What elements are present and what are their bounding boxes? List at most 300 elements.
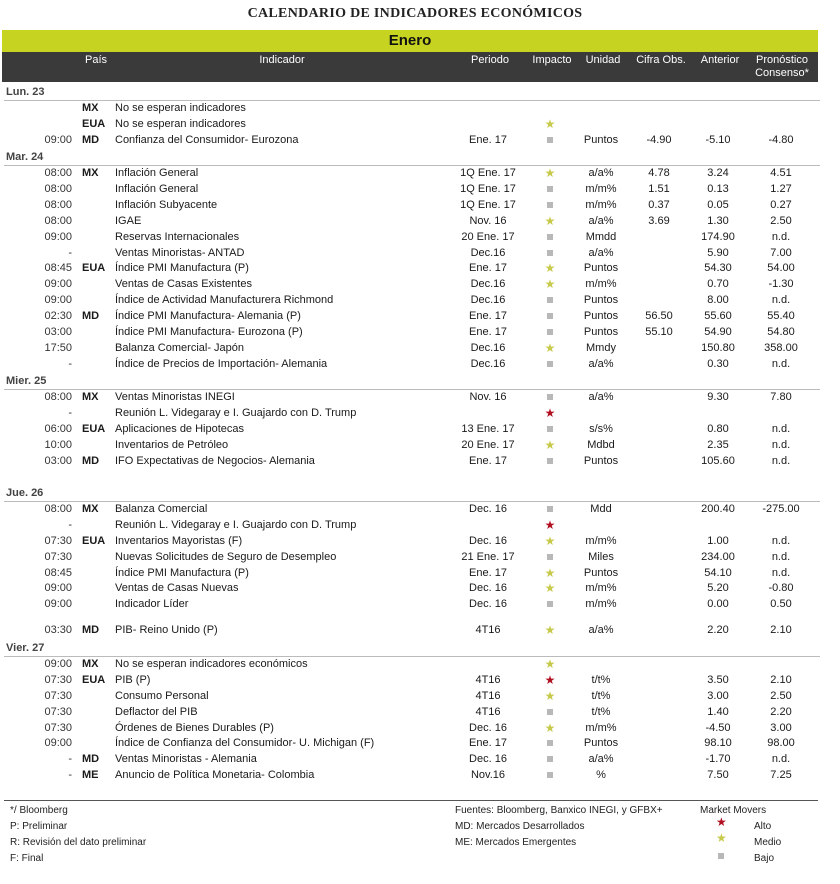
- cell-indicador: Consumo Personal: [115, 690, 209, 702]
- footnote-preliminar: P: Preliminar: [10, 821, 68, 832]
- cell-unidad: m/m%: [585, 535, 617, 547]
- cell-pronostico: 1.27: [770, 183, 792, 195]
- cell-anterior: -1.70: [705, 753, 731, 765]
- cell-anterior: 98.10: [704, 737, 732, 749]
- cell-pronostico: 358.00: [764, 342, 798, 354]
- footnote-final: F: Final: [10, 853, 44, 864]
- cell-indicador: Balanza Comercial- Japón: [115, 342, 245, 354]
- cell-indicador: Confianza del Consumidor- Eurozona: [115, 134, 299, 146]
- impact-bajo-icon: [530, 230, 570, 245]
- cell-hora: 09:00: [44, 294, 72, 306]
- cell-periodo: Ene. 17: [469, 310, 507, 322]
- table-row: [0, 182, 830, 197]
- impact-alto-star-icon: ★: [544, 406, 556, 420]
- cell-hora: 08:00: [44, 503, 72, 515]
- day-header: [0, 85, 830, 100]
- cell-pronostico: 54.80: [767, 326, 795, 338]
- cell-indicador: Deflactor del PIB: [115, 706, 198, 718]
- impact-bajo-icon: [530, 454, 570, 469]
- cell-periodo: Nov. 16: [469, 215, 507, 227]
- cell-periodo: Ene. 17: [469, 567, 507, 579]
- table-row: [0, 550, 830, 565]
- impact-bajo-icon: [530, 357, 570, 372]
- cell-pronostico: n.d.: [771, 753, 791, 765]
- cell-unidad: Puntos: [583, 134, 619, 146]
- cell-anterior: 55.60: [704, 310, 732, 322]
- cell-pronostico: 0.50: [770, 598, 792, 610]
- impact-medio-star-icon: ★: [544, 438, 556, 452]
- impact-bajo-icon: [530, 768, 570, 783]
- cell-unidad: m/m%: [585, 582, 617, 594]
- cell-cifra-obs: 1.51: [648, 183, 670, 195]
- table-row: [0, 406, 830, 421]
- cell-unidad: a/a%: [588, 167, 614, 179]
- cell-hora: 09:00: [44, 134, 72, 146]
- impact-bajo-icon: [530, 502, 570, 517]
- cell-unidad: t/t%: [591, 706, 611, 718]
- impact-alto-star-icon: ★: [544, 518, 556, 532]
- cell-anterior: 234.00: [701, 551, 735, 563]
- cell-cifra-obs: -4.90: [646, 134, 672, 146]
- cell-hora: 07:30: [44, 674, 72, 686]
- cell-anterior: 0.05: [707, 199, 729, 211]
- cell-indicador: Índice de Precios de Importación- Alemania: [115, 358, 328, 370]
- cell-indicador: Reunión L. Videgaray e I. Guajardo con D. Trump: [115, 519, 357, 531]
- cell-indicador: Reunión L. Videgaray e I. Guajardo con D. Trump: [115, 407, 357, 419]
- cell-indicador: Índice PMI Manufactura (P): [115, 567, 249, 579]
- impact-bajo-icon: [530, 422, 570, 437]
- cell-pronostico: n.d.: [771, 535, 791, 547]
- cell-anterior: 5.20: [707, 582, 729, 594]
- cell-pronostico: 2.20: [770, 706, 792, 718]
- impact-bajo-icon: [530, 325, 570, 340]
- cell-unidad: Puntos: [583, 567, 619, 579]
- cell-hora: 03:00: [44, 326, 72, 338]
- cell-anterior: 54.10: [704, 567, 732, 579]
- table-row: [0, 261, 830, 276]
- cell-periodo: 21 Ene. 17: [461, 551, 515, 563]
- cell-periodo: Dec. 16: [469, 753, 507, 765]
- header-indicador: Indicador: [259, 54, 305, 66]
- cell-pronostico: 98.00: [767, 737, 795, 749]
- cell-pronostico: 54.00: [767, 262, 795, 274]
- cell-anterior: -5.10: [705, 134, 731, 146]
- table-row: [0, 230, 830, 245]
- day-header: [0, 150, 830, 165]
- cell-unidad: Puntos: [583, 455, 619, 467]
- cell-pais: EUA: [82, 262, 106, 274]
- cell-periodo: Dec. 16: [469, 722, 507, 734]
- cell-pais: MX: [82, 503, 99, 515]
- cell-pronostico: -0.80: [768, 582, 794, 594]
- cell-periodo: Ene. 17: [469, 326, 507, 338]
- table-row: [0, 721, 830, 736]
- impact-medio-star-icon: ★: [544, 117, 556, 131]
- cell-periodo: Dec. 16: [469, 503, 507, 515]
- footnote-me: ME: Mercados Emergentes: [455, 837, 577, 848]
- table-row: [0, 309, 830, 324]
- cell-periodo: Dec.16: [470, 294, 506, 306]
- cell-hora: -: [68, 753, 72, 765]
- cell-anterior: 2.35: [707, 439, 729, 451]
- cell-anterior: -4.50: [705, 722, 731, 734]
- cell-anterior: 200.40: [701, 503, 735, 515]
- cell-pronostico: n.d.: [771, 423, 791, 435]
- cell-periodo: Dec. 16: [469, 535, 507, 547]
- legend-alto-icon: ★: [716, 815, 727, 829]
- header-anterior: Anterior: [700, 54, 740, 66]
- cell-unidad: a/a%: [588, 247, 614, 259]
- cell-unidad: m/m%: [585, 183, 617, 195]
- cell-indicador: IGAE: [115, 215, 142, 227]
- impact-bajo-icon: [530, 390, 570, 405]
- cell-hora: 07:30: [44, 535, 72, 547]
- cell-indicador: Índice de Confianza del Consumidor- U. Michigan (F): [115, 737, 375, 749]
- cell-anterior: 7.50: [707, 769, 729, 781]
- cell-periodo: Dec. 16: [469, 582, 507, 594]
- cell-pais: EUA: [82, 118, 106, 130]
- impact-medio-star-icon: ★: [544, 341, 556, 355]
- cell-indicador: Reservas Internacionales: [115, 231, 240, 243]
- table-row: [0, 422, 830, 437]
- cell-periodo: Dec.16: [470, 247, 506, 259]
- cell-unidad: a/a%: [588, 624, 614, 636]
- cell-anterior: 0.30: [707, 358, 729, 370]
- cell-anterior: 1.00: [707, 535, 729, 547]
- cell-cifra-obs: 0.37: [648, 199, 670, 211]
- cell-indicador: Órdenes de Bienes Durables (P): [115, 722, 274, 734]
- cell-indicador: No se esperan indicadores económicos: [115, 658, 308, 670]
- cell-unidad: m/m%: [585, 598, 617, 610]
- impact-medio-star-icon: ★: [544, 261, 556, 275]
- table-row: [0, 566, 830, 581]
- table-row: [0, 438, 830, 453]
- cell-pais: MD: [82, 753, 100, 765]
- cell-pronostico: 2.50: [770, 215, 792, 227]
- header-pais: País: [84, 54, 107, 66]
- cell-pronostico: n.d.: [771, 551, 791, 563]
- cell-indicador: Balanza Comercial: [115, 503, 208, 515]
- impact-medio-star-icon: ★: [544, 657, 556, 671]
- cell-hora: 08:45: [44, 262, 72, 274]
- footer-divider: [4, 800, 818, 801]
- impact-bajo-icon: [530, 182, 570, 197]
- day-header: [0, 641, 830, 656]
- cell-pronostico: -275.00: [762, 503, 800, 515]
- cell-hora: -: [68, 519, 72, 531]
- table-row: [0, 454, 830, 469]
- impact-bajo-icon: [530, 597, 570, 612]
- cell-pais: EUA: [82, 535, 106, 547]
- cell-indicador: Ventas Minoristas- ANTAD: [115, 247, 245, 259]
- table-row: [0, 390, 830, 405]
- cell-pronostico: n.d.: [771, 294, 791, 306]
- table-row: [0, 768, 830, 783]
- cell-hora: -: [68, 769, 72, 781]
- cell-anterior: 8.00: [707, 294, 729, 306]
- cell-periodo: Ene. 17: [469, 262, 507, 274]
- cell-indicador: Ventas de Casas Nuevas: [115, 582, 239, 594]
- table-row: [0, 293, 830, 308]
- cell-unidad: Mmdy: [586, 342, 616, 354]
- cell-pronostico: n.d.: [771, 358, 791, 370]
- cell-pais: MD: [82, 455, 100, 467]
- legend-bajo-icon: [718, 851, 724, 862]
- impact-bajo-icon: [530, 736, 570, 751]
- cell-periodo: 20 Ene. 17: [461, 231, 515, 243]
- cell-hora: 06:00: [44, 423, 72, 435]
- cell-indicador: Índice de Actividad Manufacturera Richmond: [115, 294, 334, 306]
- cell-pais: MD: [82, 134, 100, 146]
- cell-hora: 03:00: [44, 455, 72, 467]
- impact-bajo-icon: [530, 293, 570, 308]
- cell-indicador: Índice PMI Manufactura (P): [115, 262, 249, 274]
- cell-unidad: Puntos: [583, 310, 619, 322]
- cell-unidad: a/a%: [588, 753, 614, 765]
- cell-anterior: 0.00: [707, 598, 729, 610]
- cell-hora: 07:30: [44, 551, 72, 563]
- table-row: [0, 623, 830, 638]
- impact-alto-star-icon: ★: [544, 673, 556, 687]
- header-cifra-obs: Cifra Obs.: [636, 54, 686, 66]
- cell-indicador: IFO Expectativas de Negocios- Alemania: [115, 455, 315, 467]
- cell-unidad: s/s%: [589, 423, 613, 435]
- table-row: [0, 752, 830, 767]
- cell-hora: 08:00: [44, 199, 72, 211]
- cell-hora: 17:50: [44, 342, 72, 354]
- cell-anterior: 3.24: [707, 167, 729, 179]
- table-row: [0, 325, 830, 340]
- table-row: [0, 246, 830, 261]
- cell-pronostico: 7.80: [770, 391, 792, 403]
- cell-unidad: a/a%: [588, 358, 614, 370]
- cell-pronostico: n.d.: [771, 439, 791, 451]
- impact-bajo-icon: [530, 309, 570, 324]
- impact-medio-star-icon: ★: [544, 623, 556, 637]
- day-label: Vier. 27: [6, 642, 45, 654]
- cell-anterior: 0.13: [707, 183, 729, 195]
- table-row: [0, 581, 830, 596]
- impact-medio-star-icon: ★: [544, 689, 556, 703]
- cell-hora: 07:30: [44, 706, 72, 718]
- cell-pronostico: n.d.: [771, 231, 791, 243]
- cell-pronostico: n.d.: [771, 567, 791, 579]
- cell-unidad: Mdd: [590, 503, 612, 515]
- cell-indicador: Nuevas Solicitudes de Seguro de Desempleo: [115, 551, 337, 563]
- cell-anterior: 5.90: [707, 247, 729, 259]
- cell-periodo: Ene. 17: [469, 737, 507, 749]
- table-row: [0, 534, 830, 549]
- cell-indicador: Anuncio de Política Monetaria- Colombia: [115, 769, 315, 781]
- cell-hora: 08:00: [44, 391, 72, 403]
- cell-hora: 09:00: [44, 278, 72, 290]
- impact-bajo-icon: [530, 752, 570, 767]
- impact-medio-star-icon: ★: [544, 721, 556, 735]
- table-row: [0, 736, 830, 751]
- cell-indicador: Inventarios de Petróleo: [115, 439, 229, 451]
- cell-cifra-obs: 3.69: [648, 215, 670, 227]
- cell-periodo: Dec.16: [470, 358, 506, 370]
- cell-unidad: a/a%: [588, 215, 614, 227]
- impact-bajo-icon: [530, 246, 570, 261]
- table-row: [0, 502, 830, 517]
- cell-indicador: No se esperan indicadores: [115, 118, 246, 130]
- legend-alto-label: Alto: [754, 821, 772, 832]
- cell-pronostico: 0.27: [770, 199, 792, 211]
- cell-hora: 09:00: [44, 737, 72, 749]
- cell-periodo: Dec. 16: [469, 598, 507, 610]
- impact-bajo-icon: [530, 133, 570, 148]
- cell-indicador: Índice PMI Manufactura- Eurozona (P): [115, 326, 303, 338]
- cell-pronostico: 7.25: [770, 769, 792, 781]
- cell-pronostico: 2.10: [770, 624, 792, 636]
- table-row: [0, 689, 830, 704]
- cell-hora: 03:30: [44, 624, 72, 636]
- legend-medio-label: Medio: [754, 837, 782, 848]
- cell-unidad: t/t%: [591, 690, 611, 702]
- cell-pronostico: -1.30: [768, 278, 794, 290]
- table-row: [0, 133, 830, 148]
- cell-periodo: 4T16: [475, 706, 501, 718]
- cell-periodo: Dec.16: [470, 342, 506, 354]
- cell-anterior: 9.30: [707, 391, 729, 403]
- cell-indicador: Inventarios Mayoristas (F): [115, 535, 243, 547]
- cell-anterior: 174.90: [701, 231, 735, 243]
- impact-medio-star-icon: ★: [544, 581, 556, 595]
- cell-periodo: 1Q Ene. 17: [460, 167, 516, 179]
- cell-anterior: 150.80: [701, 342, 735, 354]
- header-periodo: Periodo: [471, 54, 509, 66]
- cell-periodo: 13 Ene. 17: [461, 423, 515, 435]
- cell-periodo: 4T16: [475, 674, 501, 686]
- impact-medio-star-icon: ★: [544, 214, 556, 228]
- cell-unidad: Puntos: [583, 262, 619, 274]
- table-row: [0, 117, 830, 132]
- cell-pronostico: 7.00: [770, 247, 792, 259]
- footnote-revision: R: Revisión del dato preliminar: [10, 837, 147, 848]
- cell-indicador: Inflación Subyacente: [115, 199, 218, 211]
- cell-periodo: Nov.16: [470, 769, 506, 781]
- cell-cifra-obs: 4.78: [648, 167, 670, 179]
- cell-periodo: Dec.16: [470, 278, 506, 290]
- cell-pais: EUA: [82, 423, 106, 435]
- cell-pronostico: -4.80: [768, 134, 794, 146]
- cell-periodo: 4T16: [475, 690, 501, 702]
- footnote-sources: Fuentes: Bloomberg, Banxico INEGI, y GFBX+: [455, 805, 663, 816]
- cell-pais: MX: [82, 391, 99, 403]
- cell-pais: EUA: [82, 674, 106, 686]
- table-row: [0, 357, 830, 372]
- day-label: Mier. 25: [6, 375, 47, 387]
- cell-periodo: Ene. 17: [469, 134, 507, 146]
- table-header: [2, 52, 818, 82]
- day-label: Lun. 23: [6, 86, 45, 98]
- cell-pais: MX: [82, 658, 99, 670]
- day-header: [0, 486, 830, 501]
- cell-pronostico: 2.50: [770, 690, 792, 702]
- cell-unidad: Puntos: [583, 737, 619, 749]
- table-row: [0, 597, 830, 612]
- cell-unidad: Puntos: [583, 294, 619, 306]
- cell-unidad: m/m%: [585, 199, 617, 211]
- cell-unidad: m/m%: [585, 722, 617, 734]
- cell-indicador: PIB- Reino Unido (P): [115, 624, 218, 636]
- cell-pais: MX: [82, 167, 99, 179]
- cell-cifra-obs: 55.10: [645, 326, 673, 338]
- cell-indicador: PIB (P): [115, 674, 151, 686]
- table-row: [0, 518, 830, 533]
- cell-hora: 07:30: [44, 722, 72, 734]
- cell-hora: 10:00: [44, 439, 72, 451]
- impact-medio-star-icon: ★: [544, 166, 556, 180]
- table-row: [0, 101, 830, 116]
- page-title: CALENDARIO DE INDICADORES ECONÓMICOS: [247, 6, 583, 21]
- cell-hora: 08:00: [44, 167, 72, 179]
- cell-anterior: 1.40: [707, 706, 729, 718]
- cell-indicador: Ventas de Casas Existentes: [115, 278, 252, 290]
- legend-bajo-label: Bajo: [754, 853, 775, 864]
- cell-periodo: 20 Ene. 17: [461, 439, 515, 451]
- cell-unidad: %: [596, 769, 606, 781]
- cell-hora: -: [68, 358, 72, 370]
- impact-medio-star-icon: ★: [544, 277, 556, 291]
- cell-hora: 08:00: [44, 215, 72, 227]
- table-row: [0, 341, 830, 356]
- cell-pais: MX: [82, 102, 99, 114]
- cell-indicador: Ventas Minoristas INEGI: [115, 391, 235, 403]
- header-impacto: Impacto: [532, 54, 572, 66]
- impact-bajo-icon: [530, 550, 570, 565]
- cell-hora: 09:00: [44, 582, 72, 594]
- cell-unidad: Mdbd: [587, 439, 615, 451]
- cell-anterior: 3.00: [707, 690, 729, 702]
- cell-unidad: m/m%: [585, 278, 617, 290]
- cell-anterior: 54.30: [704, 262, 732, 274]
- cell-hora: 09:00: [44, 231, 72, 243]
- footnote-bloomberg: */ Bloomberg: [10, 805, 68, 816]
- cell-pais: MD: [82, 624, 100, 636]
- legend-title: Market Movers: [700, 805, 767, 816]
- cell-indicador: Inflación General: [115, 167, 199, 179]
- cell-periodo: Nov. 16: [469, 391, 507, 403]
- cell-pronostico: 3.00: [770, 722, 792, 734]
- cell-pronostico: 2.10: [770, 674, 792, 686]
- cell-pais: ME: [82, 769, 99, 781]
- table-row: [0, 214, 830, 229]
- cell-pronostico: 55.40: [767, 310, 795, 322]
- table-row: [0, 166, 830, 181]
- cell-anterior: 3.50: [707, 674, 729, 686]
- day-label: Jue. 26: [6, 487, 44, 499]
- cell-anterior: 54.90: [704, 326, 732, 338]
- cell-unidad: Puntos: [583, 326, 619, 338]
- cell-indicador: Ventas Minoristas - Alemania: [115, 753, 257, 765]
- cell-indicador: Inflación General: [115, 183, 199, 195]
- impact-bajo-icon: [530, 198, 570, 213]
- cell-indicador: No se esperan indicadores: [115, 102, 246, 114]
- cell-hora: 07:30: [44, 690, 72, 702]
- cell-hora: 09:00: [44, 658, 72, 670]
- header-pronostico: Pronóstico Consenso*: [755, 54, 809, 79]
- cell-unidad: t/t%: [591, 674, 611, 686]
- cell-anterior: 0.80: [707, 423, 729, 435]
- table-row: [0, 277, 830, 292]
- cell-anterior: 1.30: [707, 215, 729, 227]
- table-row: [0, 673, 830, 688]
- table-row: [0, 705, 830, 720]
- cell-pais: MD: [82, 310, 100, 322]
- cell-anterior: 0.70: [707, 278, 729, 290]
